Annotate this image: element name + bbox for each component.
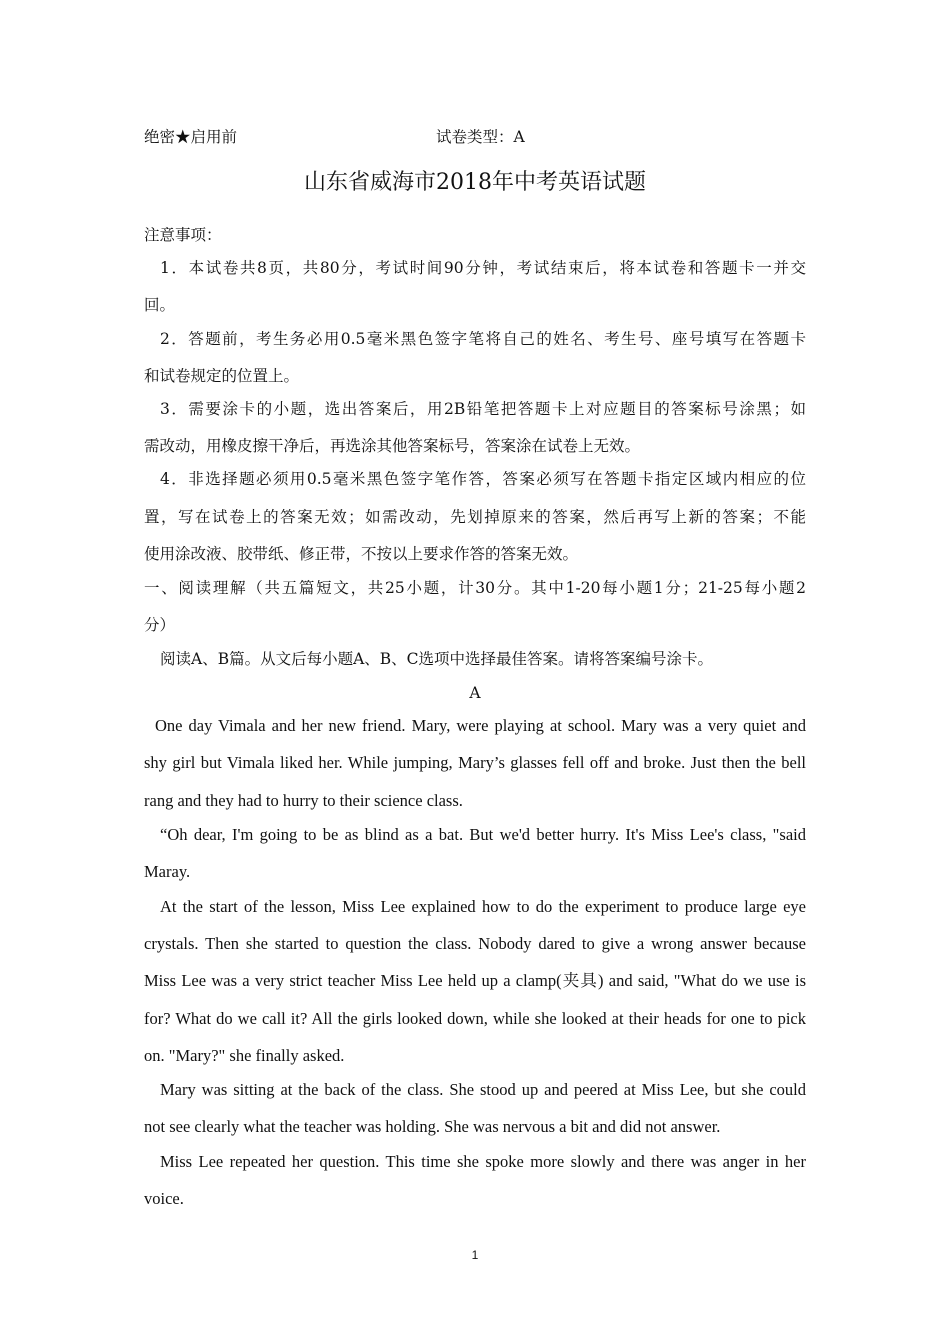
- passage-line: At the start of the lesson, Miss Lee explained how to do the experiment to produce large eye: [160, 897, 806, 916]
- section-instruction: 阅读A、B篇。从文后每小题A、B、C选项中选择最佳答案。请将答案编号涂卡。: [160, 650, 714, 668]
- passage-line: One day Vimala and her new friend. Mary, were playing at school. Mary was a very quiet and: [155, 716, 806, 735]
- note-line: 2．答题前，考生务必用0.5毫米黑色签字笔将自己的姓名、考生号、座号填写在答题卡: [160, 330, 806, 348]
- note-line: 使用涂改液、胶带纸、修正带，不按以上要求作答的答案无效。: [144, 545, 579, 563]
- passage-line: voice.: [144, 1189, 184, 1208]
- passage-line: Maray.: [144, 862, 191, 881]
- passage-line: on. "Mary?" she finally asked.: [144, 1046, 345, 1065]
- section-heading: 分）: [144, 616, 176, 634]
- passage-line: shy girl but Vimala liked her. While jumping, Mary’s glasses fell off and broke. Just then the bell: [144, 753, 806, 772]
- note-line: 置，写在试卷上的答案无效；如需改动，先划掉原来的答案，然后再写上新的答案；不能: [144, 508, 806, 526]
- passage-line: for? What do we call it? All the girls looked down, while she looked at their heads for one to pick: [144, 1009, 806, 1028]
- passage-line: Miss Lee was a very strict teacher Miss Lee held up a clamp(夹具) and said, "What do we use is: [144, 971, 806, 990]
- passage-label: A: [469, 684, 481, 702]
- passage-line: “Oh dear, I'm going to be as blind as a bat. But we'd better hurry. It's Miss Lee's class, "said: [160, 825, 806, 844]
- note-line: 3．需要涂卡的小题，选出答案后，用2B铅笔把答题卡上对应题目的答案标号涂黑；如: [160, 400, 806, 418]
- passage-line: rang and they had to hurry to their science class.: [144, 791, 463, 810]
- passage-line: Mary was sitting at the back of the class. She stood up and peered at Miss Lee, but she could: [160, 1080, 806, 1099]
- confidential-label: 绝密★启用前: [144, 128, 238, 146]
- note-line: 和试卷规定的位置上。: [144, 367, 300, 385]
- notes-heading: 注意事项：: [144, 226, 222, 244]
- passage-line: not see clearly what the teacher was holding. She was nervous a bit and did not answer.: [144, 1117, 721, 1136]
- paper-type-label: 试卷类型：A: [436, 128, 525, 146]
- note-line: 4．非选择题必须用0.5毫米黑色签字笔作答，答案必须写在答题卡指定区域内相应的位: [160, 470, 806, 488]
- note-line: 1．本试卷共8页，共80分，考试时间90分钟，考试结束后，将本试卷和答题卡一并交: [160, 259, 806, 277]
- passage-line: Miss Lee repeated her question. This time she spoke more slowly and there was anger in her: [160, 1152, 806, 1171]
- passage-line: crystals. Then she started to question the class. Nobody dared to give a wrong answer because: [144, 934, 806, 953]
- page-number: 1: [471, 1248, 479, 1262]
- exam-title: 山东省威海市2018年中考英语试题: [304, 170, 646, 195]
- note-line: 回。: [144, 296, 176, 314]
- note-line: 需改动，用橡皮擦干净后，再选涂其他答案标号，答案涂在试卷上无效。: [144, 437, 641, 455]
- section-heading: 一、阅读理解（共五篇短文，共25小题，计30分。其中1-20每小题1分；21-25每小题2: [144, 579, 806, 597]
